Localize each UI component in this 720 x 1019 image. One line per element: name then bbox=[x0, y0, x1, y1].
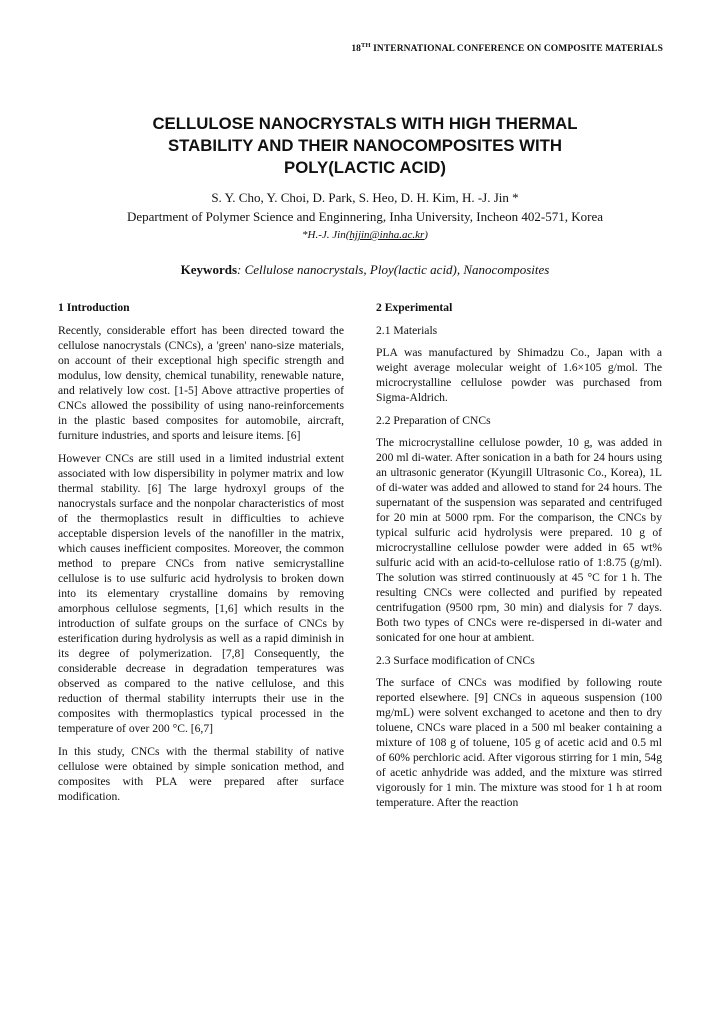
title-line-2: STABILITY AND THEIR NANOCOMPOSITES WITH bbox=[167, 136, 563, 155]
header-number: 18 bbox=[351, 44, 362, 54]
left-column bbox=[58, 300, 344, 812]
conference-header bbox=[0, 42, 663, 54]
title-line-3: POLY(LACTIC ACID) bbox=[284, 158, 446, 177]
keywords-label: Keywords bbox=[180, 262, 238, 277]
header-superscript: TH bbox=[361, 42, 371, 49]
email-suffix: ) bbox=[424, 229, 428, 241]
surface-modification-subheading: 2.3 Surface modification of CNCs bbox=[376, 654, 535, 667]
keywords-text: : Cellulose nanocrystals, Ploy(lactic acid), Nanocomposites bbox=[237, 262, 550, 277]
corresponding-email bbox=[60, 228, 670, 242]
paper-title bbox=[60, 113, 670, 179]
preparation-subheading: 2.2 Preparation of CNCs bbox=[376, 414, 491, 427]
title-line-1: CELLULOSE NANOCRYSTALS WITH HIGH THERMAL bbox=[152, 114, 578, 133]
preparation-paragraph: The microcrystalline cellulose powder, 10 g, was added in 200 ml di-water. After sonication in a bath for 24 hours using an ultrasonic generator (Kyungill Ultrasonic Co., Korea), 1L of di-water was added and allowed to stand for 24 hours. The supernatant of the suspension was separated and centrifuged for 20 min at 5000 rpm. For the comparison, the CNCs by typical sulfuric acid hydrolysis were prepared. 10 g of microcrystalline cellulose powder were added in 65 wt% sulfuric acid with an acid-to-cellulose ratio of 1:8.75 (g/ml). The solution was stirred continuously at 45 °C for 1 h. The resulting CNCs were collected and purified by repeated centrifugation (9500 rpm, 30 min) and dialysis for 7 days. Both two types of CNCs were re-dispersed in di-water and sonicated for one hour at ambient. bbox=[376, 436, 662, 644]
materials-subheading: 2.1 Materials bbox=[376, 324, 438, 337]
materials-paragraph: PLA was manufactured by Shimadzu Co., Japan with a weight average molecular weight of 1.6×105 g/mol. The microcrystalline cellulose powder was purchased from Sigma-Aldrich. bbox=[376, 346, 662, 404]
introduction-paragraph-2: However CNCs are still used in a limited industrial extent associated with low dispersibility in polymer matrix and low thermal stability. [6] The large hydroxyl groups of the nanocrystals surface and the nonpolar characteristics of most of the thermoplastics result in difficulties to achieve acceptable dispersion levels of the nanofiller in the matrix, which causes inefficient composites. Moreover, the common method to prepare CNCs from native semicrystalline cellulose is to use sulfuric acid hydrolysis to broken down into its elementary crystalline domains by removing amorphous cellulose segments, [1,6] which results in the introduction of sulfate groups on the surface of CNCs by esterification during hydrolysis as well as a rapid diminish in its degree of polymerization. [7,8] Consequently, the considerable decrease in degradation temperatures was observed as compared to the native cellulose, and this reduction of thermal stability interrupts their use in the composites with thermoplastics typical processed in the temperature of over 200 °C. [6,7] bbox=[58, 452, 344, 735]
affiliation: Department of Polymer Science and Enginnering, Inha University, Incheon 402-571, Korea bbox=[126, 209, 604, 224]
right-column bbox=[376, 300, 662, 818]
introduction-paragraph-3: In this study, CNCs with the thermal stability of native cellulose were obtained by simple sonication method, and composites with PLA were prepared after surface modification. bbox=[58, 745, 344, 803]
header-text: INTERNATIONAL CONFERENCE ON COMPOSITE MATERIALS bbox=[370, 44, 663, 54]
experimental-heading: 2 Experimental bbox=[376, 301, 453, 314]
keywords bbox=[40, 262, 690, 278]
author-list: S. Y. Cho, Y. Choi, D. Park, S. Heo, D. H. Kim, H. -J. Jin * bbox=[211, 190, 519, 205]
email-link[interactable]: hjjin@inha.ac.kr bbox=[349, 229, 425, 241]
introduction-heading: 1 Introduction bbox=[58, 301, 130, 314]
surface-modification-paragraph: The surface of CNCs was modified by following route reported elsewhere. [9] CNCs in aqueous suspension (100 mg/mL) were solvent exchanged to acetone and then to dry toluene, CNCs ware placed in a 500 ml beaker containing a mixture of 108 g of toluene, 105 g of acetic acid and 0.5 ml of 60% perchloric acid. After vigorous stirring for 1 min, 54g of acetic anhydride was added, and the mixture was stirred vigorously for 1 min. The mixture was stood for 1 h at room temperature. After the reaction bbox=[376, 676, 662, 809]
email-prefix: *H.-J. Jin( bbox=[302, 229, 350, 241]
introduction-paragraph-1: Recently, considerable effort has been directed toward the cellulose nanocrystals (CNCs), a 'green' nano-size materials, on account of their exceptional high specific strength and modulus, low density, chemical tunability, renewable nature, and relatively low cost. [1-5] Above attractive properties of CNCs allowed the possibility of using nano-reinforcements in the plastic based composites for automobile, aircraft, furniture industries, and sports and leisure items. [6] bbox=[58, 324, 344, 442]
